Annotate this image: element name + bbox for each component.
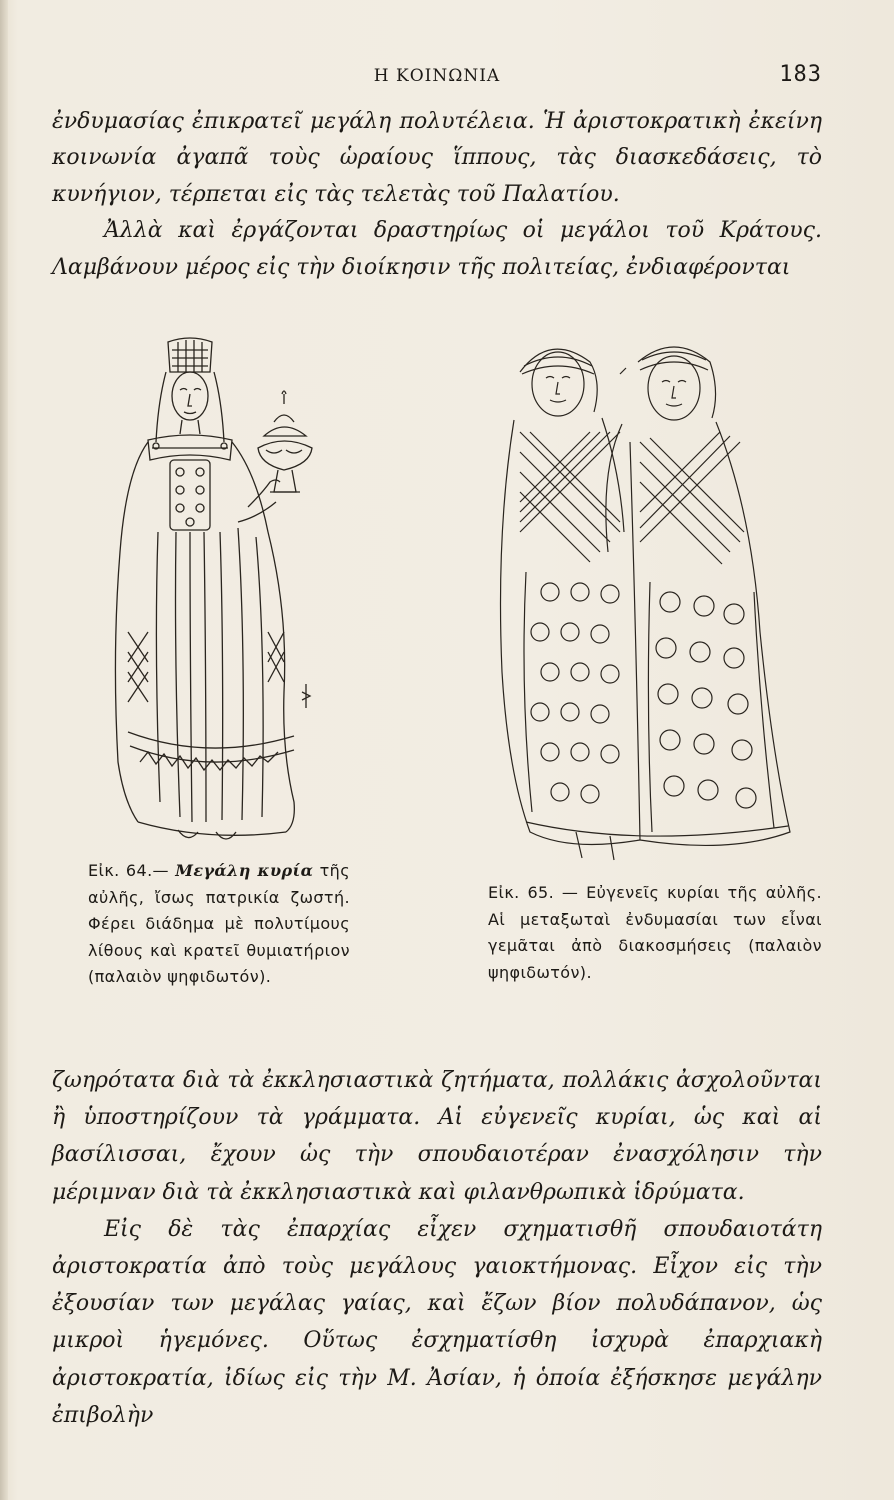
caption-title: Μεγάλη κυρία	[175, 861, 314, 880]
caption-text: τῆς αὐλῆς, ἴσως πατρικία ζωστή. Φέρει διάδημα μὲ πολυτίμους λίθους καὶ κρατεῖ θυμιατήριον (παλαιὸν ψηφιδωτόν).	[88, 861, 350, 987]
running-head	[52, 62, 822, 92]
paragraph: Ἀλλὰ καὶ ἐργάζονται δραστηρίως οἱ μεγάλοι τοῦ Κράτους. Λαμβάνουν μέρος εἰς τὴν διοίκησιν τῆς πολιτείας, ἐνδιαφέρονται	[52, 218, 822, 280]
top-text-block	[52, 104, 822, 286]
caption-number: Εἰκ. 65. —	[488, 883, 579, 902]
running-title: Η ΚΟΙΝΩΝΙΑ	[373, 66, 501, 86]
caption-number: Εἰκ. 64.—	[88, 861, 169, 880]
noble-ladies-drawing	[490, 332, 802, 862]
figure-65-caption	[488, 880, 822, 986]
paragraph: Εἰς δὲ τὰς ἐπαρχίας εἶχεν σχηματισθῆ σπουδαιοτάτη ἀριστοκρατία ἀπὸ τοὺς μεγάλους γαιοκτήμονας. Εἶχον εἰς τὴν ἐξουσίαν των μεγάλας γαίας, καὶ ἔζων βίον πολυδάπανον, ὡς μικροὶ ἡγεμόνες. Οὕτως ἐσχηματίσθη ἰσχυρὰ ἐπαρχιακὴ ἀριστοκρατία, ἰδίως εἰς τὴν Μ. Ἀσίαν, ἡ ὁποία ἐξήσκησε μεγάλην ἐπιβολὴν	[52, 1216, 822, 1428]
figure-64-illustration	[98, 332, 348, 854]
bottom-text-block	[52, 1062, 822, 1434]
caption-text: Εὐγενεῖς κυρίαι τῆς αὐλῆς. Αἱ μεταξωταὶ ἐνδυμασίαι των εἶναι γεμᾶται ἀπὸ διακοσμήσεις (παλαιὸν ψηφιδωτόν).	[488, 883, 822, 982]
page-number: 183	[779, 62, 822, 87]
paragraph: ζωηρότατα διὰ τὰ ἐκκλησιαστικὰ ζητήματα, πολλάκις ἀσχολοῦνται ἢ ὑποστηρίζουν τὰ γράμματα. Αἱ εὐγενεῖς κυρίαι, ὡς καὶ αἱ βασίλισσαι, ἔχουν ὡς τὴν σπουδαιοτέραν ἐνασχόλησιν τὴν μέριμναν διὰ τὰ ἐκκλησιαστικὰ καὶ φιλανθρωπικὰ ἱδρύματα.	[52, 1068, 822, 1205]
figure-65-illustration	[490, 332, 802, 862]
court-lady-drawing	[98, 332, 348, 854]
figure-64-caption	[88, 858, 350, 991]
paragraph: ἐνδυμασίας ἐπικρατεῖ μεγάλη πολυτέλεια. Ἡ ἀριστοκρατικὴ ἐκείνη κοινωνία ἀγαπᾶ τοὺς ὡραίους ἵππους, τὰς διασκεδάσεις, τὸ κυνήγιον, τέρπεται εἰς τὰς τελετὰς τοῦ Παλατίου.	[52, 109, 822, 207]
page-gutter	[0, 0, 8, 1500]
